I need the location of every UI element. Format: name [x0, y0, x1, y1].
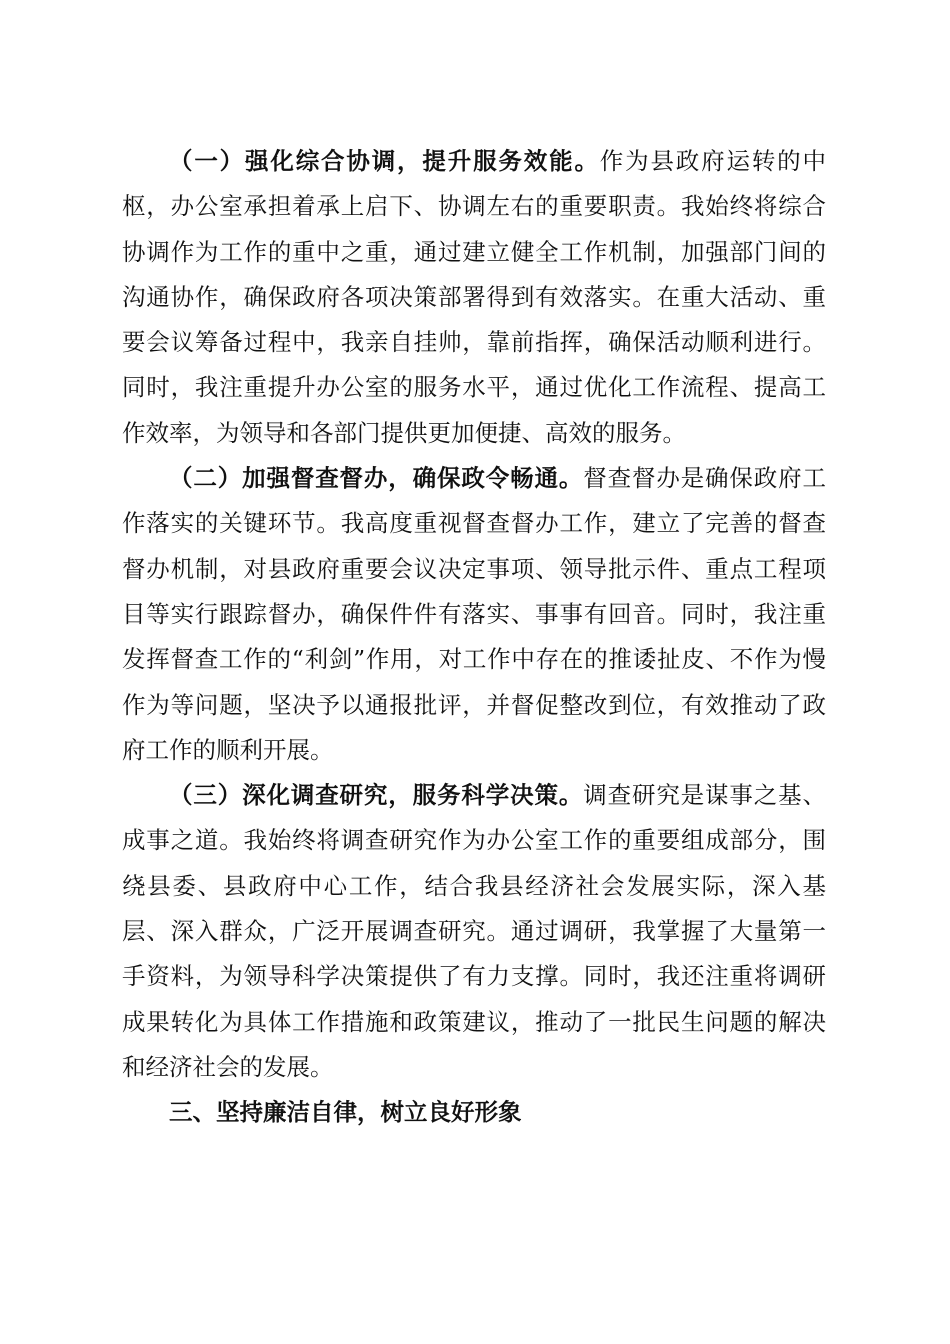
- paragraph-body-text: 调查研究是谋事之基、成事之道。我始终将调查研究作为办公室工作的重要组成部分，围绕县委、县政府中心工作，结合我县经济社会发展实际，深入基层、深入群众，广泛开展调查研究。通过调研，我掌握了大量第一手资料，为领导科学决策提供了有力支撑。同时，我还注重将调研成果转化为具体工作措施和政策建议，推动了一批民生问题的解决和经济社会的发展。: [122, 781, 827, 1081]
- paragraph-lead-heading: （三）深化调查研究，服务科学决策。: [169, 781, 584, 810]
- paragraph-research: [122, 773, 826, 1090]
- paragraph-lead-heading: （一）强化综合协调，提升服务效能。: [169, 147, 600, 175]
- document-body: [122, 139, 826, 1136]
- paragraph-coordination: [122, 139, 826, 456]
- paragraph-body-text: 督查督办是确保政府工作落实的关键环节。我高度重视督查督办工作，建立了完善的督查督办机制，对县政府重要会议决定事项、领导批示件、重点工程项目等实行跟踪督办，确保件件有落实、事事有回音。同时，我注重发挥督查工作的“利剑”作用，对工作中存在的推诿扯皮、不作为慢作为等问题，坚决予以通报批评，并督促整改到位，有效推动了政府工作的顺利开展。: [122, 464, 827, 764]
- paragraph-lead-heading: （二）加强督查督办，确保政令畅通。: [169, 464, 584, 493]
- paragraph-body-text: 作为县政府运转的中枢，办公室承担着承上启下、协调左右的重要职责。我始终将综合协调作为工作的重中之重，通过建立健全工作机制，加强部门间的沟通协作，确保政府各项决策部署得到有效落实。在重大活动、重要会议筹备过程中，我亲自挂帅，靠前指挥，确保活动顺利进行。同时，我注重提升办公室的服务水平，通过优化工作流程、提高工作效率，为领导和各部门提供更加便捷、高效的服务。: [122, 147, 827, 447]
- section-heading: 三、坚持廉洁自律，树立良好形象: [169, 1098, 522, 1127]
- paragraph-supervision: [122, 456, 826, 773]
